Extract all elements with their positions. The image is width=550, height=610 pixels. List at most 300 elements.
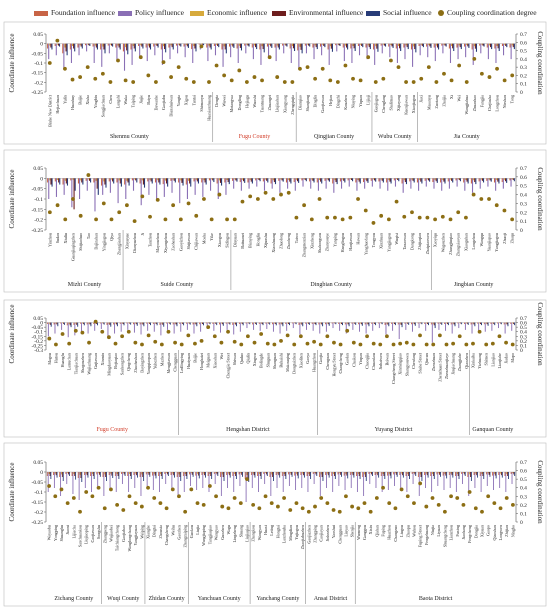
coupling-point [140,505,144,509]
bar [480,44,481,54]
bar [491,178,492,181]
bar [167,323,168,330]
bar [165,472,166,484]
coupling-point [210,217,214,221]
bar [148,44,149,46]
bar [206,323,207,324]
bar [289,178,290,181]
category-label: Wei [218,353,224,360]
bar [268,323,269,324]
coupling-point [433,217,437,221]
bar [88,472,89,478]
y-axis-title: Coordinate influence [8,33,16,93]
category-label: Liujiaqiao [244,525,250,542]
category-label: Zhangxiaoyan [455,233,461,257]
bar [338,323,339,324]
bar [203,472,204,474]
bar [126,323,127,324]
bar [314,323,315,324]
bar [511,323,512,331]
bar [193,178,194,181]
bar [165,178,166,180]
bar [147,178,148,181]
category-label: Qingcheng [126,353,132,371]
coupling-point [359,343,363,347]
category-label: Gaojia [318,353,324,364]
bar [372,178,373,186]
bar [267,323,268,324]
bar [57,472,58,478]
bar [381,472,382,476]
bar [394,178,395,180]
category-label: Gaojiabao [120,525,126,542]
bar [197,178,198,181]
bar [448,178,449,181]
bar [252,178,253,183]
bar [57,44,58,45]
bar [74,472,75,476]
coupling-point [348,216,352,220]
coupling-point [431,343,435,347]
bar [458,178,459,179]
bar [162,323,163,325]
category-label: Zhangjiuqiao [448,233,454,255]
bar [193,323,194,325]
coupling-point [78,75,82,79]
bar [476,44,477,52]
bar [351,472,352,488]
bar [436,44,437,46]
bar [147,472,148,486]
bar [506,44,507,47]
bar [67,178,68,185]
bar [53,472,54,475]
bar [47,178,48,182]
bar [347,323,348,324]
bar [460,44,461,47]
y2-tick-label: 0.1 [520,511,527,518]
category-label: Masanyu [426,95,432,111]
bar [149,472,150,477]
bar [404,323,405,324]
coupling-point [102,202,106,206]
bar [58,178,59,182]
coupling-point [202,503,206,507]
bar [243,178,244,181]
bar [313,323,314,331]
bar [291,44,292,63]
bar [503,178,504,188]
bar [493,472,494,490]
bar [395,323,396,326]
bar [327,178,328,179]
bar [186,472,187,476]
bar [367,178,368,183]
bar [224,44,225,47]
coupling-point [215,64,219,68]
bar [152,472,153,476]
bar [86,178,87,180]
coupling-point [431,496,435,500]
bar [50,44,51,48]
coupling-point [288,508,292,512]
bar [272,472,273,477]
category-label: Chuankou [371,353,377,370]
bar [339,323,340,331]
category-label: Wayaobu [46,525,52,541]
bar [79,472,80,500]
bar [324,44,325,47]
bar [65,472,66,474]
bar [96,472,97,474]
bar [159,178,160,184]
bar [465,44,466,58]
category-label: Baiyu [145,95,151,105]
bar [109,323,110,325]
coupling-point [495,203,499,207]
bar [342,178,343,179]
bar [383,44,384,45]
bar [255,178,256,180]
bar [109,472,110,475]
bar [282,44,283,46]
bar [189,472,190,474]
bar [142,472,143,477]
bar [253,323,254,330]
bar [97,178,98,188]
bar [321,472,322,474]
bar [256,44,257,49]
bar [408,472,409,476]
bar [302,472,303,474]
bar [59,178,60,184]
bar [194,323,195,334]
bar [364,178,365,188]
bar [472,323,473,324]
bar [325,323,326,325]
bar [272,178,273,188]
bar [464,472,465,474]
bar [415,472,416,476]
bar [310,178,311,188]
coupling-point [148,215,152,219]
bar [307,44,308,45]
bar [96,44,97,48]
bar [233,178,234,188]
bar [302,323,303,327]
coupling-point [374,80,378,84]
bar [498,178,499,183]
bar [75,472,76,480]
bar [432,323,433,343]
bar [260,323,261,331]
bar [381,323,382,324]
legend-label: Foundation influence [51,8,115,17]
bar [290,472,291,473]
y2-tick-label: 0.4 [520,56,527,63]
category-label: Zhenzhuanjiaye [443,353,449,380]
bar [452,472,453,478]
bar [68,472,69,474]
bar [378,178,379,181]
bar [288,178,289,180]
bar [87,323,88,325]
bar [300,472,301,475]
bar [103,44,104,50]
category-label: Xigou [183,95,189,106]
bar [502,44,503,46]
bar [217,44,218,46]
bar [276,44,277,61]
bar [457,472,458,474]
category-label: Zhuanhao [471,95,477,112]
bar [104,472,105,474]
bar [307,472,308,476]
bar [473,178,474,180]
coupling-point [251,503,255,507]
bar [119,44,120,48]
bar [460,178,461,181]
y2-tick-label: 0.2 [520,502,527,509]
coupling-point [78,510,82,514]
bar [491,44,492,49]
bar [322,44,323,45]
bar [150,323,151,326]
bar [463,472,464,473]
bar [136,472,137,475]
category-label: Yiquan [358,95,364,107]
bar [247,472,248,475]
bar [505,178,506,181]
bar [396,472,397,475]
bar [286,323,287,331]
bar [438,44,439,50]
coupling-point [165,506,169,510]
bar [420,472,421,474]
bar [71,44,72,63]
bar [90,323,91,327]
bar [170,178,171,180]
bar [149,44,150,48]
bar [333,472,334,474]
bar [483,178,484,182]
bar [446,323,447,324]
bar [263,44,264,49]
coupling-point [156,198,160,202]
bar [480,178,481,188]
bar [469,472,470,474]
bar [229,44,230,47]
bar [236,472,237,479]
bar [247,178,248,182]
bar [322,323,323,327]
bar [69,323,70,324]
bar [50,472,51,476]
category-label: Shalimao [388,95,394,111]
category-label: Buhaishi [278,353,284,368]
bar [195,178,196,195]
category-label: Zhengqiujia [289,95,295,115]
coupling-point [479,197,483,201]
coupling-point [146,486,150,490]
bar [377,44,378,52]
bar [179,44,180,46]
bar [486,472,487,474]
group-label: Ganquan County [472,427,514,433]
bar [506,472,507,474]
bar [232,44,233,47]
bar [507,323,508,325]
category-label: Chijiawan [193,233,199,250]
bar [329,323,330,326]
bar [441,178,442,190]
coupling-point [177,494,181,498]
coupling-point [264,494,268,498]
y2-tick-label: 0.5 [520,183,527,190]
y2-tick-label: 0 [520,228,523,234]
bar [437,44,438,48]
bar [99,472,100,475]
category-label: Lamuchan [66,353,72,371]
bar [428,44,429,45]
bar [513,44,514,47]
bar [122,323,123,324]
bar [126,178,127,180]
bar [472,44,473,50]
category-label: Guokou [188,525,194,539]
bar [266,323,267,329]
coupling-point [282,496,286,500]
bar [271,178,272,183]
bar [247,472,248,478]
category-label: Shuanghu [58,525,64,542]
bar [48,472,49,492]
bar [219,178,220,180]
bar [205,178,206,182]
bar [257,472,258,476]
bar [64,323,65,325]
bar [356,472,357,476]
bar [48,44,49,59]
coupling-point [319,496,323,500]
coupling-point [245,477,249,481]
coupling-point [510,217,514,221]
bar [468,44,469,48]
bar [303,472,304,475]
bar [351,44,352,63]
bar [468,323,469,325]
bar [334,178,335,180]
bar [451,323,452,325]
bar [61,323,62,330]
bar [246,44,247,45]
bar [424,323,425,324]
category-label: Xinzheng [309,233,315,249]
y2-tick-label: 0.3 [520,65,527,72]
category-label: Jinbaiwen [377,353,383,370]
bar [413,323,414,324]
bar [496,178,497,180]
bar [118,178,119,203]
bar [306,178,307,181]
group-label: Jingbian County [453,282,494,288]
bar [172,472,173,474]
coupling-point [298,67,302,71]
bar [187,44,188,47]
coupling-point [389,59,393,63]
bar [227,178,228,180]
coupling-point [449,494,453,498]
bar [81,44,82,47]
bar [370,44,371,49]
category-label: Bolingde [258,353,264,369]
category-label: Tongyou [370,233,376,248]
bar [173,178,174,179]
bar [203,178,204,180]
bar [344,178,345,182]
bar [75,323,76,324]
bar [217,472,218,476]
bar [81,472,82,482]
bar [443,178,444,181]
bar [293,44,294,49]
coupling-point [63,217,67,221]
bar [226,44,227,54]
bar [487,472,488,486]
bar [123,472,124,473]
bar [223,44,224,67]
bar [497,44,498,46]
bar [174,178,175,180]
bar [300,44,301,50]
bar [313,44,314,59]
bar [482,44,483,46]
bar [242,472,243,477]
coupling-point [375,496,379,500]
bar [288,323,289,324]
coupling-point [275,75,279,79]
bar [336,44,337,52]
coupling-point [464,343,468,347]
bar [141,472,142,496]
bar [216,323,217,326]
category-label: Dongling [236,95,242,111]
category-label: Zhuangzi [267,95,273,111]
bar [78,472,79,478]
bar [412,472,413,474]
bar [62,472,63,477]
bar [346,472,347,476]
bar [374,44,375,65]
coupling-point [381,77,385,81]
bar [117,323,118,327]
bar [401,472,402,474]
coupling-point [295,216,299,220]
coupling-point [372,342,376,346]
category-label: Yanghuofang [363,233,369,255]
bar [128,472,129,492]
category-label: Tianjiachuan [73,353,79,375]
category-label: Jinhezhen [324,525,330,542]
coupling-point [222,74,226,78]
group-label: Jia County [453,134,480,140]
coupling-point [503,209,507,213]
category-label: Xiaoguhan [463,233,469,251]
bar [472,178,473,192]
bar [221,472,222,496]
bar [297,472,298,476]
bar [498,472,499,475]
